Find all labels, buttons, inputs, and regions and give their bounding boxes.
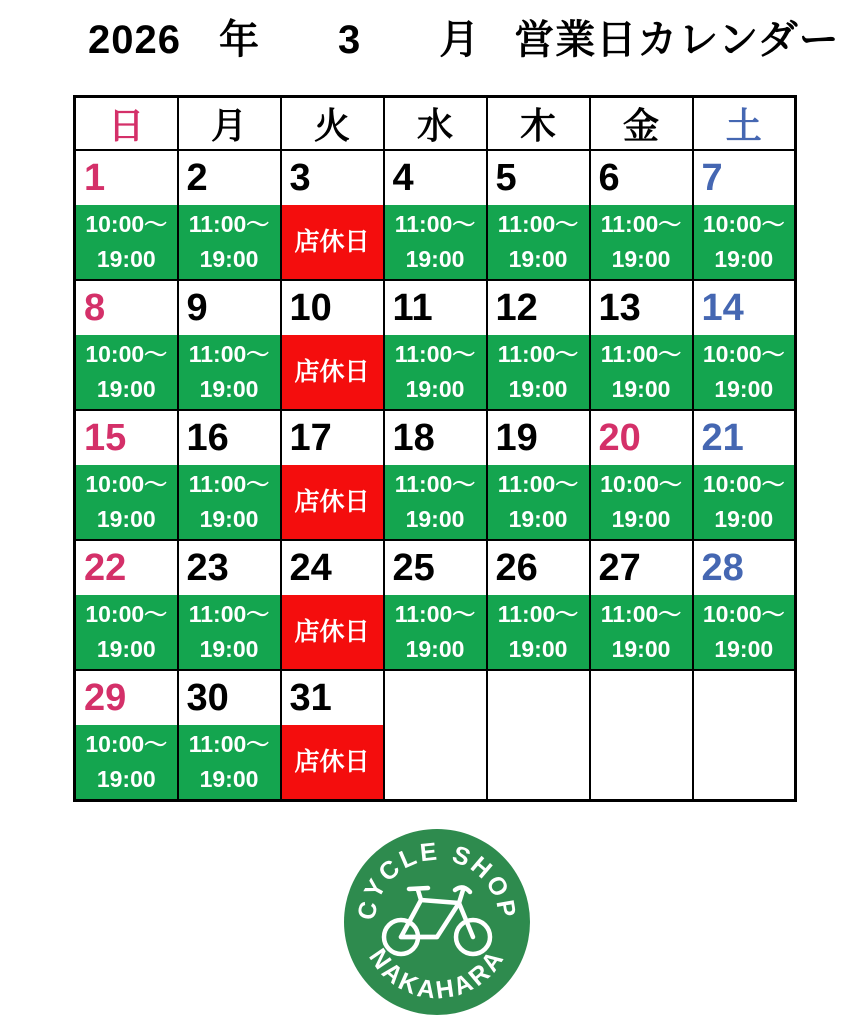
weekday-header-sat <box>693 97 796 151</box>
hours-from: 11:00〜 <box>394 341 476 367</box>
date-number: 29 <box>84 677 127 719</box>
date-number: 10 <box>289 287 332 329</box>
calendar-day-cell <box>693 150 796 280</box>
hours-to: 19:00 <box>96 506 156 532</box>
calendar-day-cell <box>384 150 487 280</box>
weekday-label: 土 <box>725 105 762 146</box>
logo-top-textpath: CYCLE SHOP <box>352 837 522 923</box>
date-number: 22 <box>84 547 127 589</box>
date-number: 20 <box>598 417 641 459</box>
hours-block <box>488 335 589 409</box>
hours-from: 11:00〜 <box>497 601 579 627</box>
calendar-day-cell <box>75 540 178 670</box>
closed-label: 店休日 <box>294 747 370 776</box>
hours-to: 19:00 <box>714 376 774 402</box>
title-label: 営業日カレンダー <box>514 18 840 62</box>
hours-to: 19:00 <box>611 376 671 402</box>
date-number: 24 <box>289 547 332 589</box>
hours-block <box>385 595 486 669</box>
hours-block <box>179 725 280 799</box>
hours-to: 19:00 <box>508 506 568 532</box>
calendar-day-cell <box>178 150 281 280</box>
calendar-day-cell <box>590 150 693 280</box>
hours-from: 10:00〜 <box>702 471 785 497</box>
hours-from: 11:00〜 <box>497 211 579 237</box>
date-number: 26 <box>495 547 538 589</box>
calendar-body <box>75 150 796 801</box>
date-number: 19 <box>495 417 538 459</box>
calendar-day-cell <box>384 280 487 410</box>
calendar-day-cell <box>75 670 178 801</box>
date-number: 6 <box>598 157 620 199</box>
hours-from: 11:00〜 <box>600 211 682 237</box>
hours-to: 19:00 <box>508 376 568 402</box>
closed-block <box>282 595 383 669</box>
calendar-day-cell <box>590 410 693 540</box>
date-number: 27 <box>598 547 641 589</box>
empty-block <box>488 725 589 799</box>
calendar-week-row <box>75 670 796 801</box>
calendar-week-row <box>75 280 796 410</box>
hours-from: 11:00〜 <box>497 471 579 497</box>
calendar-day-cell <box>281 670 384 801</box>
date-number: 17 <box>289 417 332 459</box>
hours-block <box>694 595 795 669</box>
hours-from: 11:00〜 <box>600 601 682 627</box>
calendar-day-cell <box>178 280 281 410</box>
page-title <box>88 16 840 64</box>
hours-from: 10:00〜 <box>85 731 168 757</box>
date-number: 16 <box>186 417 229 459</box>
calendar-day-cell <box>590 670 693 801</box>
date-number: 12 <box>495 287 538 329</box>
calendar-day-cell <box>281 150 384 280</box>
hours-to: 19:00 <box>405 376 465 402</box>
date-number: 7 <box>701 157 723 199</box>
hours-block <box>76 205 177 279</box>
title-month: 3 <box>337 18 362 62</box>
hours-from: 11:00〜 <box>188 211 270 237</box>
weekday-header-wed <box>384 97 487 151</box>
hours-to: 19:00 <box>405 506 465 532</box>
calendar-day-cell <box>487 540 590 670</box>
hours-to: 19:00 <box>96 376 156 402</box>
calendar-day-cell <box>590 540 693 670</box>
hours-block <box>591 335 692 409</box>
hours-from: 10:00〜 <box>702 341 785 367</box>
date-number: 4 <box>392 157 414 199</box>
weekday-label: 木 <box>519 105 556 146</box>
date-number: 9 <box>186 287 208 329</box>
title-year-suffix: 年 <box>218 18 260 62</box>
calendar-day-cell <box>693 670 796 801</box>
shop-logo <box>342 827 532 1017</box>
date-number: 13 <box>598 287 641 329</box>
calendar-day-cell <box>281 280 384 410</box>
hours-to: 19:00 <box>611 636 671 662</box>
date-number: 30 <box>186 677 229 719</box>
date-number: 14 <box>701 287 744 329</box>
closed-block <box>282 205 383 279</box>
date-number: 8 <box>84 287 106 329</box>
logo-bottom-textpath: NAKAHARA <box>363 943 511 1005</box>
hours-to: 19:00 <box>199 506 259 532</box>
hours-to: 19:00 <box>714 246 774 272</box>
weekday-label: 金 <box>622 105 659 146</box>
hours-block <box>76 465 177 539</box>
calendar-day-cell <box>178 540 281 670</box>
hours-from: 11:00〜 <box>600 341 682 367</box>
calendar-day-cell <box>384 410 487 540</box>
hours-block <box>76 595 177 669</box>
hours-to: 19:00 <box>405 246 465 272</box>
closed-label: 店休日 <box>294 487 370 516</box>
hours-from: 11:00〜 <box>394 211 476 237</box>
title-year: 2026 <box>88 18 181 62</box>
weekday-header-sun <box>75 97 178 151</box>
hours-from: 11:00〜 <box>497 341 579 367</box>
calendar-day-cell <box>693 410 796 540</box>
calendar-day-cell <box>487 280 590 410</box>
hours-block <box>179 595 280 669</box>
hours-block <box>179 465 280 539</box>
hours-from: 10:00〜 <box>600 471 682 497</box>
weekday-label: 火 <box>313 105 350 146</box>
hours-block <box>591 595 692 669</box>
date-number <box>488 671 589 725</box>
weekday-label: 日 <box>108 105 145 146</box>
hours-block <box>385 205 486 279</box>
hours-from: 11:00〜 <box>188 341 270 367</box>
hours-block <box>179 335 280 409</box>
hours-to: 19:00 <box>199 246 259 272</box>
empty-block <box>591 725 692 799</box>
hours-from: 10:00〜 <box>702 211 785 237</box>
hours-from: 10:00〜 <box>85 471 168 497</box>
calendar-day-cell <box>487 670 590 801</box>
calendar-week-row <box>75 540 796 670</box>
date-number: 28 <box>701 547 744 589</box>
hours-from: 10:00〜 <box>85 601 168 627</box>
hours-to: 19:00 <box>199 766 259 792</box>
closed-label: 店休日 <box>294 227 370 256</box>
calendar-day-cell <box>281 540 384 670</box>
hours-to: 19:00 <box>611 506 671 532</box>
title-month-suffix: 月 <box>439 18 481 62</box>
hours-from: 10:00〜 <box>702 601 785 627</box>
calendar-week-row <box>75 410 796 540</box>
closed-block <box>282 335 383 409</box>
hours-to: 19:00 <box>508 246 568 272</box>
calendar-day-cell <box>487 150 590 280</box>
hours-block <box>385 335 486 409</box>
hours-block <box>488 205 589 279</box>
hours-to: 19:00 <box>199 376 259 402</box>
calendar-day-cell <box>487 410 590 540</box>
calendar-day-cell <box>384 540 487 670</box>
hours-block <box>488 595 589 669</box>
hours-block <box>694 335 795 409</box>
weekday-header-tue <box>281 97 384 151</box>
closed-label: 店休日 <box>294 357 370 386</box>
date-number: 3 <box>289 157 311 199</box>
calendar-day-cell <box>178 670 281 801</box>
date-number: 15 <box>84 417 127 459</box>
date-number <box>385 671 486 725</box>
hours-to: 19:00 <box>96 246 156 272</box>
date-number: 21 <box>701 417 744 459</box>
hours-to: 19:00 <box>199 636 259 662</box>
calendar-grid <box>73 95 797 802</box>
empty-block <box>694 725 795 799</box>
calendar-day-cell <box>384 670 487 801</box>
hours-block <box>694 465 795 539</box>
hours-block <box>488 465 589 539</box>
weekday-header-row <box>75 97 796 151</box>
hours-block <box>694 205 795 279</box>
hours-to: 19:00 <box>405 636 465 662</box>
date-number: 11 <box>392 287 433 329</box>
hours-from: 10:00〜 <box>85 211 168 237</box>
hours-block <box>179 205 280 279</box>
weekday-header-mon <box>178 97 281 151</box>
hours-from: 11:00〜 <box>394 471 476 497</box>
hours-from: 11:00〜 <box>188 601 270 627</box>
hours-to: 19:00 <box>714 636 774 662</box>
date-number <box>694 671 795 725</box>
closed-label: 店休日 <box>294 617 370 646</box>
hours-to: 19:00 <box>96 766 156 792</box>
calendar-day-cell <box>281 410 384 540</box>
date-number: 2 <box>186 157 208 199</box>
hours-to: 19:00 <box>714 506 774 532</box>
calendar-week-row <box>75 150 796 280</box>
hours-block <box>385 465 486 539</box>
date-number: 1 <box>84 157 106 199</box>
calendar-day-cell <box>75 410 178 540</box>
hours-block <box>76 725 177 799</box>
date-number <box>591 671 692 725</box>
date-number: 31 <box>289 677 332 719</box>
weekday-header-thu <box>487 97 590 151</box>
weekday-label: 月 <box>210 105 247 146</box>
calendar-day-cell <box>75 280 178 410</box>
calendar-day-cell <box>693 280 796 410</box>
hours-to: 19:00 <box>611 246 671 272</box>
calendar-day-cell <box>693 540 796 670</box>
hours-from: 11:00〜 <box>188 731 270 757</box>
hours-to: 19:00 <box>96 636 156 662</box>
hours-from: 11:00〜 <box>394 601 476 627</box>
hours-to: 19:00 <box>508 636 568 662</box>
date-number: 23 <box>186 547 229 589</box>
calendar-day-cell <box>75 150 178 280</box>
empty-block <box>385 725 486 799</box>
hours-from: 11:00〜 <box>188 471 270 497</box>
date-number: 5 <box>495 157 517 199</box>
calendar-day-cell <box>178 410 281 540</box>
calendar-day-cell <box>590 280 693 410</box>
hours-block <box>591 205 692 279</box>
weekday-label: 水 <box>416 105 453 146</box>
hours-from: 10:00〜 <box>85 341 168 367</box>
date-number: 25 <box>392 547 435 589</box>
hours-block <box>591 465 692 539</box>
weekday-header-fri <box>590 97 693 151</box>
closed-block <box>282 725 383 799</box>
closed-block <box>282 465 383 539</box>
hours-block <box>76 335 177 409</box>
date-number: 18 <box>392 417 435 459</box>
